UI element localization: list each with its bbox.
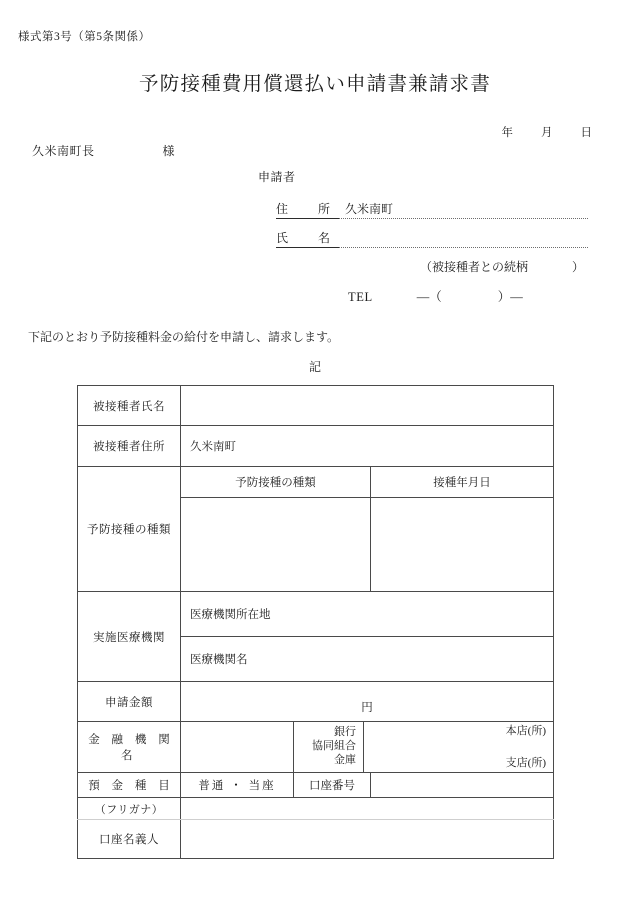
page-title: 予防接種費用償還払い申請書兼請求書 (139, 74, 491, 95)
institution-name-label[interactable]: 医療機関名 (181, 637, 554, 682)
form-code: 様式第3号（第5条関係） (18, 31, 151, 43)
bank-kind-shinkin[interactable]: 金庫 (334, 753, 356, 766)
furigana-input[interactable] (181, 798, 554, 820)
telephone-label: TEL (348, 290, 373, 304)
relation-note (420, 258, 584, 275)
bank-name-input[interactable] (181, 722, 294, 773)
applicant-name-label: 氏 名 (276, 229, 339, 248)
ki-mark: 記 (308, 360, 321, 374)
relation-open-text: （被接種者との続柄 (420, 260, 529, 274)
table-row (78, 592, 554, 637)
branch-options (364, 722, 553, 772)
bank-kind-bank[interactable]: 銀行 (334, 726, 356, 739)
account-type-options[interactable]: 普通 ・ 当座 (181, 773, 294, 798)
bank-kind-coop[interactable]: 協同組合 (312, 740, 356, 753)
table-row (78, 722, 554, 773)
telephone-separator-1: ―（ (416, 290, 442, 304)
applicant-name-row (276, 229, 588, 248)
amount-unit[interactable]: 円 (181, 682, 554, 722)
bank-kind-options (294, 722, 364, 773)
account-number-label: 口座番号 (294, 773, 371, 798)
date-day-label: 日 (580, 127, 592, 139)
statement-text: 下記のとおり予防接種料金の給付を申請し、請求します。 (28, 330, 340, 344)
vaccine-date-header: 接種年月日 (371, 467, 554, 498)
table-row (78, 682, 554, 722)
recipient-name-input[interactable] (181, 386, 554, 426)
applicant-address-row (276, 200, 588, 219)
vaccine-type-input[interactable] (181, 498, 371, 592)
date-line (502, 124, 593, 140)
applicant-label: 申請者 (258, 170, 296, 184)
branch-main-option[interactable]: 本店(所) (505, 725, 546, 737)
institution-label: 実施医療機関 (78, 592, 181, 682)
account-number-input[interactable] (371, 773, 554, 798)
telephone-row (348, 287, 523, 305)
telephone-separator-2: ）― (497, 290, 523, 304)
account-type-label: 預 金 種 目 (78, 773, 181, 798)
table-row (78, 798, 554, 820)
applicant-name-input[interactable] (339, 246, 588, 248)
furigana-label: （フリガナ） (78, 798, 181, 820)
table-row (78, 773, 554, 798)
vaccine-type-header: 予防接種の種類 (181, 467, 371, 498)
table-row (78, 426, 554, 467)
institution-address-label[interactable]: 医療機関所在地 (181, 592, 554, 637)
branch-sub-option[interactable]: 支店(所) (505, 756, 546, 769)
account-holder-label: 口座名義人 (78, 820, 181, 859)
addressee-name: 久米南町長 (32, 144, 95, 158)
branch-cell[interactable] (364, 722, 554, 773)
table-row (78, 467, 554, 498)
applicant-address-input[interactable]: 久米南町 (339, 200, 588, 219)
addressee (32, 142, 175, 159)
recipient-name-label: 被接種者氏名 (78, 386, 181, 426)
account-holder-input[interactable] (181, 820, 554, 859)
vaccine-section-label: 予防接種の種類 (78, 467, 181, 592)
application-table (77, 385, 554, 859)
applicant-address-label: 住 所 (276, 200, 339, 219)
table-row (78, 820, 554, 859)
relation-close-text: ） (572, 260, 585, 274)
recipient-address-label: 被接種者住所 (78, 426, 181, 467)
date-month-label: 月 (541, 127, 553, 139)
recipient-address-input[interactable]: 久米南町 (181, 426, 554, 467)
addressee-honorific: 様 (162, 144, 175, 158)
vaccine-date-input[interactable] (371, 498, 554, 592)
amount-label: 申請金額 (78, 682, 181, 722)
table-row (78, 386, 554, 426)
date-year-label: 年 (501, 127, 513, 139)
bank-label: 金 融 機 関 名 (78, 722, 181, 773)
